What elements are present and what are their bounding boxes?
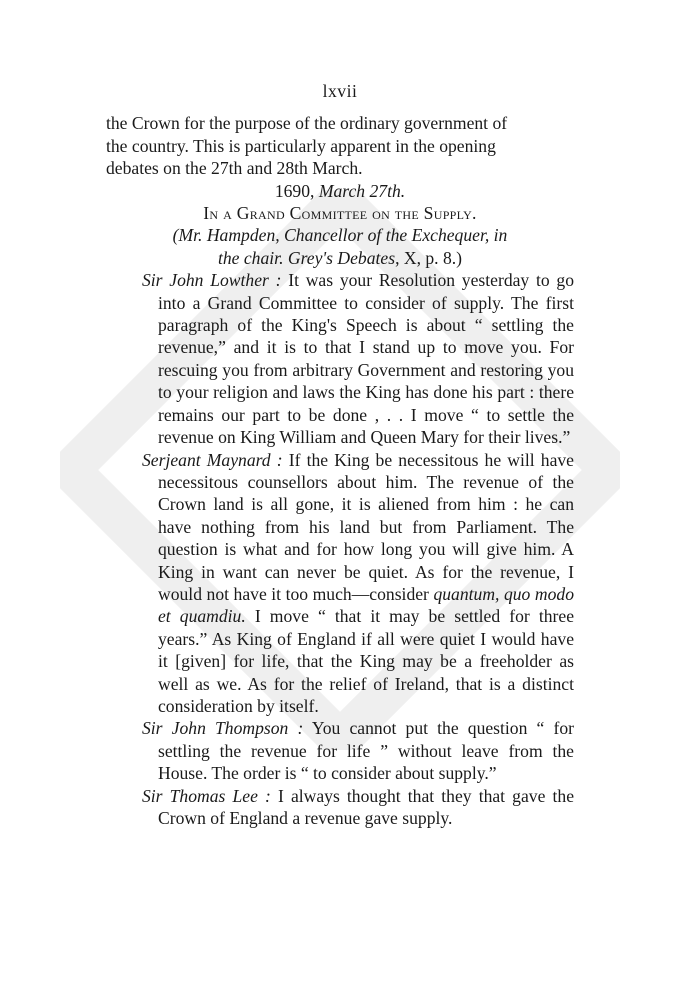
parenthetical-chair: the chair. xyxy=(217,247,284,268)
page-number: lxvii xyxy=(322,81,358,101)
intro-line: debates on the 27th and 28th March. xyxy=(106,158,363,179)
page-content xyxy=(106,80,574,829)
date-rest: March 27th. xyxy=(318,180,406,201)
speech-text: It was your Resolution yesterday to go into a Grand Committee to consider of supply. The first paragraph of the King's Speech is about “ settling the revenue,” and it is to that I stand up to move you. For rescuing you from arbitrary Government and restoring you to your religion and laws the King has done his part : there remains our part to be done , . . I move “ to settle the revenue on King William and Queen Mary for their lives.” xyxy=(158,270,574,448)
speech-latin: quantum, quo modo et quamdiu. xyxy=(158,583,574,627)
parenthetical-line-1: (Mr. Hampden, Chancellor of the Exchequer, in xyxy=(172,225,508,246)
intro-line: the country. This is particularly apparent in the opening xyxy=(106,135,496,156)
parenthetical-source: Grey's Debates xyxy=(287,247,396,268)
speech-text: I always thought that they that gave the Crown of England a revenue gave supply. xyxy=(158,785,575,828)
speech-lowther xyxy=(142,269,574,448)
speech-text: You cannot put the question “ for settling the revenue for life ” without leave from the House. The order is “ to consider about supply.” xyxy=(158,718,574,784)
date-year: 1690, xyxy=(274,180,315,201)
intro-paragraph xyxy=(106,112,574,179)
intro-line: the Crown for the purpose of the ordinary government of xyxy=(106,113,508,134)
speech-text: I move “ that it may be settled for three years.” As King of England if all were quiet I would have it [given] for life, that the King may be a freeholder as well as we. As for the relief of Ireland, that is a distinct consideration by itself. xyxy=(158,606,575,716)
committee-heading: In a Grand Committee on the Supply. xyxy=(203,203,477,224)
speech-text: If the King be necessitous he will have necessitous counsellors about him. The revenue of the Crown land is all gone, it is aliened from him : he can have nothing from his land but from Parliament. The question is what and for how long you will give him. A King in want can never be quiet. As for the revenue, I would not have it too much—consider xyxy=(158,449,574,604)
speaker-name: Serjeant Maynard : xyxy=(142,449,283,470)
speaker-name: Sir Thomas Lee : xyxy=(142,785,271,806)
date-line xyxy=(106,180,574,202)
parenthetical-line-2 xyxy=(106,247,574,269)
speaker-name: Sir John Lowther : xyxy=(142,270,282,291)
speech-lee xyxy=(142,785,574,830)
speech-maynard xyxy=(142,449,574,718)
parenthetical-ref: , X, p. 8.) xyxy=(395,247,463,268)
speaker-name: Sir John Thompson : xyxy=(142,718,304,739)
speech-thompson xyxy=(142,717,574,784)
